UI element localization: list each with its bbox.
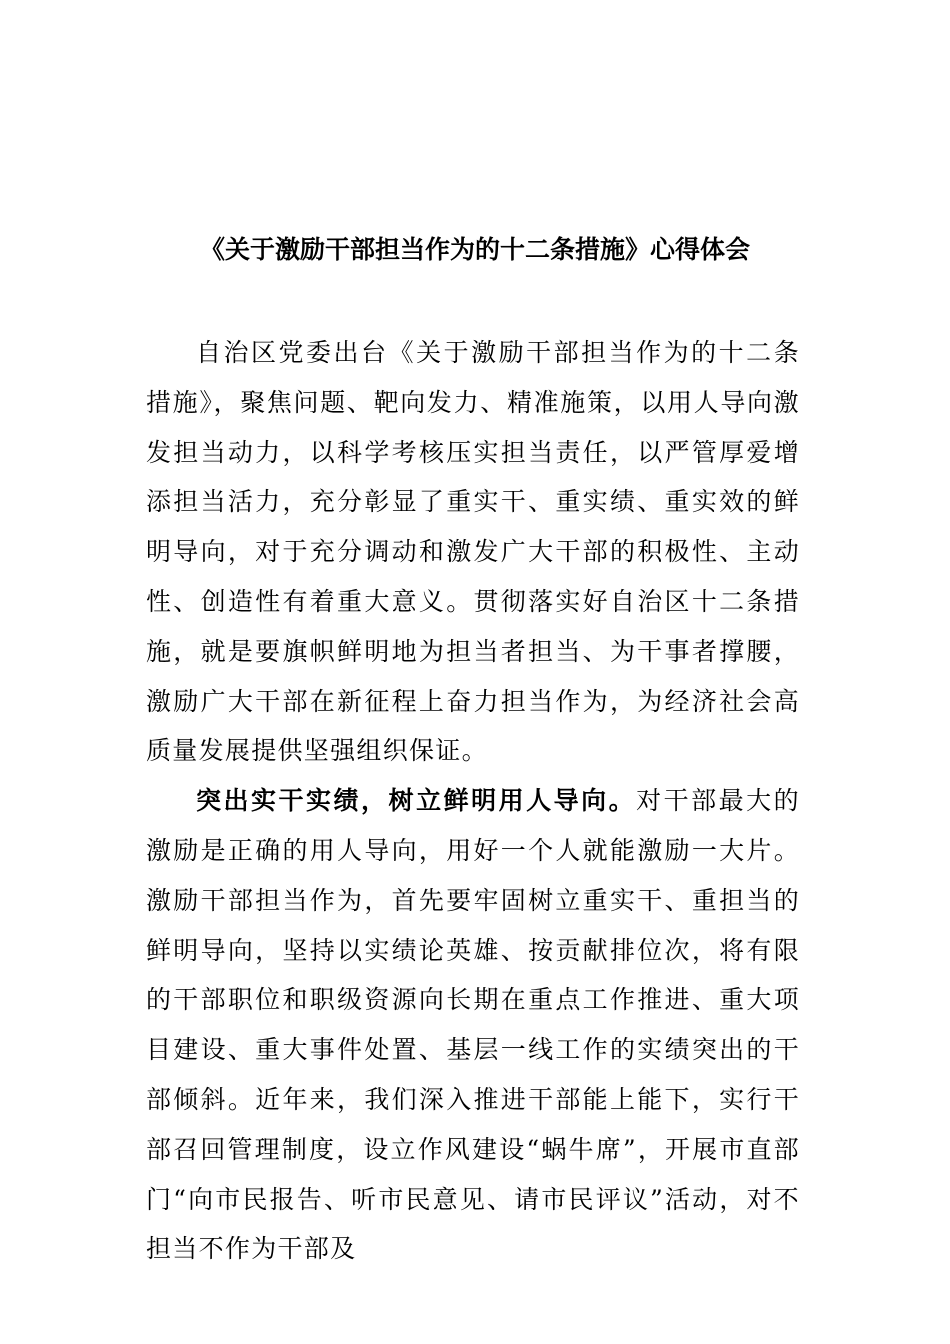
- document-title: 《关于激励干部担当作为的十二条措施》心得体会: [199, 235, 750, 264]
- document-body: [146, 328, 800, 1274]
- paragraph-section-1: [146, 776, 800, 1274]
- paragraph-text: 自治区党委出台《关于激励干部担当作为的十二条措施》，聚焦问题、靶向发力、精准施策，以用人导向激发担当动力，以科学考核压实担当责任，以严管厚爱增添担当活力，充分彰显了重实干、重实绩、重实效的鲜明导向，对于充分调动和激发广大干部的积极性、主动性、创造性有着重大意义。贯彻落实好自治区十二条措施，就是要旗帜鲜明地为担当者担当、为干事者撑腰，激励广大干部在新征程上奋力担当作为，为经济社会高质量发展提供坚强组织保证。: [146, 338, 800, 766]
- paragraph-text: 对干部最大的激励是正确的用人导向，用好一个人就能激励一大片。激励干部担当作为，首先要牢固树立重实干、重担当的鲜明导向，坚持以实绩论英雄、按贡献排位次，将有限的干部职位和职级资源向长期在重点工作推进、重大项目建设、重大事件处置、基层一线工作的实绩突出的干部倾斜。近年来，我们深入推进干部能上能下，实行干部召回管理制度，设立作风建设“蜗牛席”，开展市直部门“向市民报告、听市民意见、请市民评议”活动，对不担当不作为干部及: [146, 786, 800, 1264]
- paragraph-lead: 突出实干实绩，树立鲜明用人导向。: [196, 786, 637, 816]
- paragraph-intro: [146, 328, 800, 776]
